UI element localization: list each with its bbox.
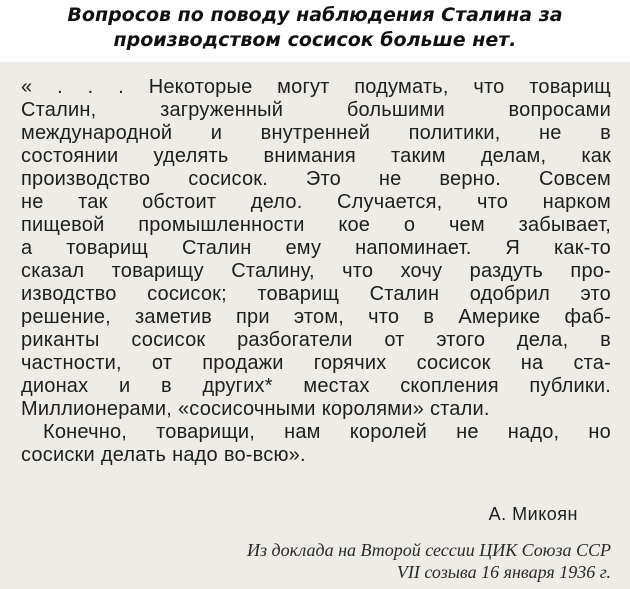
scanned-page [0, 62, 630, 589]
caption-line-2: производством сосисок больше нет. [113, 29, 517, 51]
quote-line: сосиски делать надо во-всю». [21, 444, 306, 466]
quote-line: Миллионерами, «сосисочными королями» стали. [21, 398, 490, 420]
quote-line: риканты сосисок разбогатели от этого дела, в [21, 329, 611, 351]
quote-line: состоянии уделять внимания таким делам, как [21, 145, 611, 167]
quote-line: изводство сосисок; товарищ Сталин одобрил это [21, 283, 611, 305]
quote-line: решение, заметив при этом, что в Америке фаб- [21, 306, 611, 328]
quote-line: сказал товарищу Сталину, что хочу раздуть про- [21, 260, 611, 282]
quote-line: международной и внутренней политики, не в [21, 122, 611, 144]
quote-line: производство сосисок. Это не верно. Совсем [21, 168, 611, 190]
quote-line: частности, от продажи горячих сосисок на ста- [21, 352, 611, 374]
author-signature: А. Микоян [488, 504, 578, 524]
quote-line: Сталин, загруженный большими вопросами [21, 99, 611, 121]
image-caption [0, 0, 630, 60]
quote-line: не так обстоит дело. Случается, что нарком [21, 191, 611, 213]
quote-line: « . . . Некоторые могут подумать, что товарищ [21, 76, 611, 98]
quote-line: дионах и в других* местах скопления публики. [21, 375, 611, 397]
source-line-2: VII созыва 16 января 1936 г. [396, 562, 611, 582]
quote-line: Конечно, товарищи, нам королей не надо, но [43, 421, 611, 443]
quote-line: пищевой промышленности кое о чем забывает, [21, 214, 611, 236]
quote-text [21, 76, 611, 467]
caption-line-1: Вопросов по поводу наблюдения Сталина за [67, 4, 563, 26]
source-line-1: Из доклада на Второй сессии ЦИК Союза ССР [246, 540, 611, 560]
source-citation [247, 539, 611, 583]
quote-line: а товарищ Сталин ему напоминает. Я как-то [21, 237, 611, 259]
